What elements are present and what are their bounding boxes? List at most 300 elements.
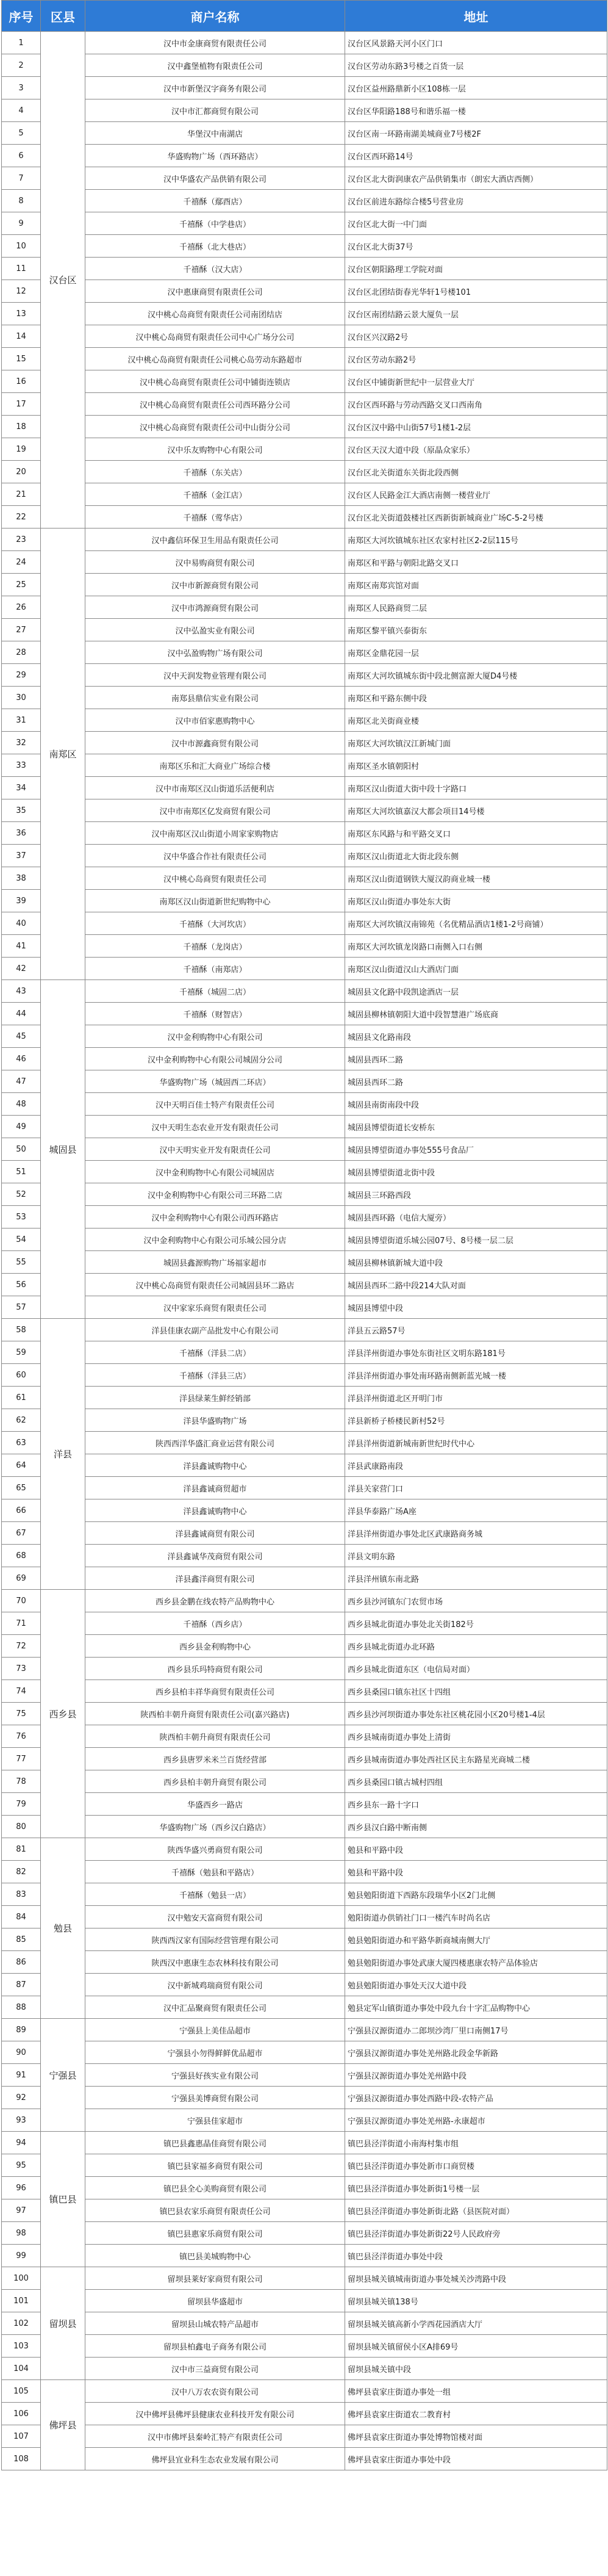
- row-index: 105: [2, 2380, 41, 2403]
- merchant-name: 汉中金利购物中心有限公司城固店: [85, 1161, 345, 1183]
- merchant-address: 西乡县汉白路中断南侧: [345, 1816, 607, 1838]
- table-row: [2, 1725, 607, 1748]
- merchant-address: 洋县文明东路: [345, 1545, 607, 1567]
- row-index: 85: [2, 1928, 41, 1951]
- merchant-table: [1, 0, 607, 2470]
- merchant-name: 华盛购物广场（西乡汉白路店）: [85, 1816, 345, 1838]
- row-index: 44: [2, 1003, 41, 1025]
- merchant-address: 汉台区风景路天河小区门口: [345, 32, 607, 54]
- merchant-address: 汉台区北关街道鼓楼社区西新街新城商业广场C-5-2号楼: [345, 506, 607, 529]
- county-cell: 勉县: [41, 1838, 85, 2019]
- row-index: 67: [2, 1522, 41, 1545]
- merchant-address: 城固县文化路南段: [345, 1025, 607, 1048]
- table-row: [2, 2154, 607, 2177]
- merchant-name: 汉中金利购物中心有限公司: [85, 1025, 345, 1048]
- merchant-address: 洋县关家营门口: [345, 1477, 607, 1499]
- merchant-name: 宁强县佳家超市: [85, 2109, 345, 2132]
- row-index: 84: [2, 1906, 41, 1928]
- row-index: 41: [2, 935, 41, 958]
- merchant-address: 镇巴县泾洋街道办事处新市口商贸楼: [345, 2154, 607, 2177]
- merchant-address: 勉阳街道办供销社门口一楼汽车时尚名店: [345, 1906, 607, 1928]
- merchant-address: 汉台区劳动东路2号: [345, 348, 607, 370]
- row-index: 68: [2, 1545, 41, 1567]
- row-index: 89: [2, 2019, 41, 2041]
- county-cell: 南郑区: [41, 529, 85, 980]
- table-row: [2, 1319, 607, 1341]
- merchant-name: 千禧酥（南郑店）: [85, 958, 345, 980]
- row-index: 21: [2, 483, 41, 506]
- merchant-address: 南郑区汉山街道大街中段十字路口: [345, 777, 607, 799]
- merchant-address: 汉台区兴汉路2号: [345, 325, 607, 348]
- row-index: 62: [2, 1409, 41, 1432]
- merchant-address: 城固县博望街道北街中段: [345, 1161, 607, 1183]
- merchant-address: 城固县西环路（电信大厦旁）: [345, 1206, 607, 1228]
- table-row: [2, 619, 607, 641]
- row-index: 14: [2, 325, 41, 348]
- row-index: 15: [2, 348, 41, 370]
- merchant-address: 西乡县桑园口镇东社区十四组: [345, 1680, 607, 1703]
- row-index: 18: [2, 416, 41, 438]
- row-index: 16: [2, 370, 41, 393]
- table-row: [2, 190, 607, 212]
- table-row: [2, 2109, 607, 2132]
- merchant-address: 南郑区大河坎镇城东街中段北侧富源大厦D4号楼: [345, 664, 607, 687]
- row-index: 64: [2, 1454, 41, 1477]
- table-row: [2, 1341, 607, 1364]
- table-row: [2, 1138, 607, 1161]
- table-row: [2, 664, 607, 687]
- merchant-name: 汉中桃心岛商贸有限责任公司中心广场分公司: [85, 325, 345, 348]
- row-index: 65: [2, 1477, 41, 1499]
- table-row: [2, 1454, 607, 1477]
- merchant-name: 千禧酥（洋县二店）: [85, 1341, 345, 1364]
- table-row: [2, 845, 607, 867]
- merchant-address: 洋县洋州街道办事处南环路南侧新蓝光城一楼: [345, 1364, 607, 1387]
- row-index: 36: [2, 822, 41, 845]
- merchant-name: 汉中金利购物中心有限公司乐城公园分店: [85, 1228, 345, 1251]
- merchant-name: 洋县鑫诚商贸有限公司: [85, 1522, 345, 1545]
- row-index: 8: [2, 190, 41, 212]
- row-index: 56: [2, 1274, 41, 1296]
- table-row: [2, 2448, 607, 2470]
- row-index: 59: [2, 1341, 41, 1364]
- row-index: 101: [2, 2290, 41, 2312]
- table-body: [2, 32, 607, 2470]
- row-index: 39: [2, 890, 41, 912]
- merchant-name: 汉中佛坪县佛坪县健康农业科技开发有限公司: [85, 2403, 345, 2425]
- merchant-name: 汉中惠康商贸有限责任公司: [85, 280, 345, 303]
- table-row: [2, 2380, 607, 2403]
- merchant-name: 西乡县乐玛特商贸有限公司: [85, 1658, 345, 1680]
- table-row: [2, 438, 607, 461]
- merchant-address: 汉台区西环路与劳动西路交叉口西南角: [345, 393, 607, 416]
- merchant-name: 汉中勉安天富商贸有限公司: [85, 1906, 345, 1928]
- merchant-name: 陕西柏丰朝升商贸有限责任公司: [85, 1725, 345, 1748]
- table-row: [2, 77, 607, 99]
- row-index: 72: [2, 1635, 41, 1658]
- table-header-row: [2, 1, 607, 32]
- table-row: [2, 1658, 607, 1680]
- merchant-name: 汉中乐友购物中心有限公司: [85, 438, 345, 461]
- merchant-address: 汉台区人民路金江大酒店南侧一楼营业厅: [345, 483, 607, 506]
- row-index: 23: [2, 529, 41, 551]
- row-index: 34: [2, 777, 41, 799]
- table-row: [2, 822, 607, 845]
- table-row: [2, 1364, 607, 1387]
- merchant-address: 南郑区南郑宾馆对面: [345, 574, 607, 596]
- table-row: [2, 1635, 607, 1658]
- row-index: 38: [2, 867, 41, 890]
- header-index: 序号: [2, 1, 41, 32]
- merchant-address: 汉台区益州路鼎新小区108栋一层: [345, 77, 607, 99]
- merchant-address: 南郑区圣水镇朝阳村: [345, 754, 607, 777]
- merchant-name: 洋县鑫洋商贸有限公司: [85, 1567, 345, 1590]
- merchant-address: 宁强县汉源街道办事处羌州路中段: [345, 2064, 607, 2087]
- merchant-name: 汉中弘盈购物广场有限公司: [85, 641, 345, 664]
- merchant-name: 汉中桃心岛商贸有限责任公司西环路分公司: [85, 393, 345, 416]
- row-index: 30: [2, 687, 41, 709]
- table-row: [2, 574, 607, 596]
- row-index: 17: [2, 393, 41, 416]
- table-row: [2, 1161, 607, 1183]
- row-index: 3: [2, 77, 41, 99]
- table-row: [2, 1861, 607, 1883]
- merchant-name: 华盛购物广场（西环路店）: [85, 145, 345, 167]
- table-row: [2, 2222, 607, 2245]
- merchant-address: 南郑区和平路东侧中段: [345, 687, 607, 709]
- merchant-address: 汉台区朝阳路理工学院对面: [345, 258, 607, 280]
- merchant-name: 陕西柏丰朝升商贸有限责任公司(嘉兴路店): [85, 1703, 345, 1725]
- table-row: [2, 1296, 607, 1319]
- table-row: [2, 1206, 607, 1228]
- row-index: 6: [2, 145, 41, 167]
- table-row: [2, 867, 607, 890]
- merchant-name: 汉中弘盈实业有限公司: [85, 619, 345, 641]
- table-row: [2, 1387, 607, 1409]
- merchant-name: 千禧酥（汉大店）: [85, 258, 345, 280]
- merchant-name: 华盛购物广场（城固西二环店）: [85, 1070, 345, 1093]
- merchant-name: 汉中天润发物业管理有限公司: [85, 664, 345, 687]
- row-index: 2: [2, 54, 41, 77]
- merchant-name: 汉中市南郑区亿发商贸有限公司: [85, 799, 345, 822]
- merchant-address: 汉台区北大街润康农产品供销集市（朗宏大酒店西侧）: [345, 167, 607, 190]
- merchant-name: 千禧酥（洋县三店）: [85, 1364, 345, 1387]
- table-row: [2, 370, 607, 393]
- merchant-name: 陕西汉中惠康生态农林科技有限公司: [85, 1951, 345, 1974]
- row-index: 37: [2, 845, 41, 867]
- merchant-name: 留坝县柏鑫电子商务有限公司: [85, 2335, 345, 2358]
- merchant-name: 汉中华盛农产品供销有限公司: [85, 167, 345, 190]
- table-row: [2, 1251, 607, 1274]
- merchant-address: 西乡县东一路十字口: [345, 1793, 607, 1816]
- row-index: 90: [2, 2041, 41, 2064]
- merchant-address: 城固县柳林镇朝阳大道中段智慧港广场底商: [345, 1003, 607, 1025]
- merchant-name: 汉中家家乐商贸有限责任公司: [85, 1296, 345, 1319]
- merchant-name: 洋县绿莱生鲜经销部: [85, 1387, 345, 1409]
- merchant-address: 留坝县城关镇留侯小区A排69号: [345, 2335, 607, 2358]
- table-row: [2, 2019, 607, 2041]
- merchant-name: 南郑县鼎信实业有限公司: [85, 687, 345, 709]
- row-index: 92: [2, 2087, 41, 2109]
- merchant-name: 洋县华盛购物广场: [85, 1409, 345, 1432]
- merchant-address: 汉台区华阳路188号和谐乐福一楼: [345, 99, 607, 122]
- merchant-address: 城固县南街南段中段: [345, 1093, 607, 1116]
- row-index: 93: [2, 2109, 41, 2132]
- table-row: [2, 551, 607, 574]
- merchant-address: 南郑区汉山街道汉山大酒店门面: [345, 958, 607, 980]
- merchant-address: 南郑区汉山街道办事处东大街: [345, 890, 607, 912]
- merchant-address: 汉台区汉中路中山街57号1楼1-2层: [345, 416, 607, 438]
- row-index: 58: [2, 1319, 41, 1341]
- table-row: [2, 799, 607, 822]
- table-row: [2, 393, 607, 416]
- table-row: [2, 54, 607, 77]
- table-row: [2, 890, 607, 912]
- merchant-name: 汉中市佛坪县秦岭汇特产有限责任公司: [85, 2425, 345, 2448]
- row-index: 96: [2, 2177, 41, 2199]
- merchant-name: 洋县鑫诚购物中心: [85, 1454, 345, 1477]
- merchant-address: 洋县洋州街道办事处北区武康路商务城: [345, 1522, 607, 1545]
- table-row: [2, 2132, 607, 2154]
- merchant-address: 城固县博望街道长安桥东: [345, 1116, 607, 1138]
- table-row: [2, 1883, 607, 1906]
- county-cell: 留坝县: [41, 2267, 85, 2380]
- row-index: 11: [2, 258, 41, 280]
- table-row: [2, 1522, 607, 1545]
- row-index: 80: [2, 1816, 41, 1838]
- row-index: 33: [2, 754, 41, 777]
- table-row: [2, 235, 607, 258]
- table-row: [2, 99, 607, 122]
- row-index: 108: [2, 2448, 41, 2470]
- merchant-address: 城固县西环二路中段214大队对面: [345, 1274, 607, 1296]
- table-row: [2, 2177, 607, 2199]
- merchant-address: 宁强县汉源街道办二郎坝沙湾厂里口南侧17号: [345, 2019, 607, 2041]
- merchant-address: 宁强县汉源街道办事处羌州路北段金华新路: [345, 2041, 607, 2064]
- county-cell: 佛坪县: [41, 2380, 85, 2470]
- table-row: [2, 1770, 607, 1793]
- table-row: [2, 348, 607, 370]
- table-row: [2, 2267, 607, 2290]
- table-row: [2, 258, 607, 280]
- header-merchant: 商户名称: [85, 1, 345, 32]
- merchant-address: 洋县洋州镇东南北路: [345, 1567, 607, 1590]
- merchant-name: 南郑区乐和汇大商业广场综合楼: [85, 754, 345, 777]
- merchant-name: 汉中新城鸡瑞商贸有限公司: [85, 1974, 345, 1996]
- merchant-address: 汉台区北团结街春光华轩1号楼101: [345, 280, 607, 303]
- row-index: 53: [2, 1206, 41, 1228]
- row-index: 99: [2, 2245, 41, 2267]
- merchant-name: 留坝县山城农特产品超市: [85, 2312, 345, 2335]
- merchant-name: 汉中市新源商贸有限公司: [85, 574, 345, 596]
- county-cell: 西乡县: [41, 1590, 85, 1838]
- table-row: [2, 1116, 607, 1138]
- row-index: 20: [2, 461, 41, 483]
- merchant-name: 洋县佳康农副产品批发中心有限公司: [85, 1319, 345, 1341]
- merchant-name: 汉中市金康商贸有限责任公司: [85, 32, 345, 54]
- merchant-address: 南郑区大河坎镇嘉汉大都会项目14号楼: [345, 799, 607, 822]
- merchant-name: 镇巴县全心美购商贸有限公司: [85, 2177, 345, 2199]
- table-row: [2, 1748, 607, 1770]
- table-row: [2, 709, 607, 732]
- header-county: 区县: [41, 1, 85, 32]
- merchant-address: 城固县文化路中段凯途酒店一层: [345, 980, 607, 1003]
- row-index: 19: [2, 438, 41, 461]
- merchant-name: 汉中八万农农资有限公司: [85, 2380, 345, 2403]
- row-index: 47: [2, 1070, 41, 1093]
- table-row: [2, 212, 607, 235]
- merchant-address: 洋县五云路57号: [345, 1319, 607, 1341]
- merchant-name: 镇巴县惠家乐商贸有限公司: [85, 2222, 345, 2245]
- merchant-address: 留坝县城关镇城南街道办事处城关沙湾路中段: [345, 2267, 607, 2290]
- table-row: [2, 2245, 607, 2267]
- merchant-address: 城固县柳林镇新城大道中段: [345, 1251, 607, 1274]
- merchant-address: 勉县定军山镇街道办事处中段九台十字汇品购物中心: [345, 1996, 607, 2019]
- table-row: [2, 1477, 607, 1499]
- table-row: [2, 1048, 607, 1070]
- row-index: 94: [2, 2132, 41, 2154]
- merchant-address: 南郑区东风路与和平路交叉口: [345, 822, 607, 845]
- table-row: [2, 687, 607, 709]
- table-row: [2, 1228, 607, 1251]
- county-cell: 城固县: [41, 980, 85, 1319]
- merchant-name: 汉中金利购物中心有限公司城固分公司: [85, 1048, 345, 1070]
- merchant-name: 汉中市鸿源商贸有限公司: [85, 596, 345, 619]
- merchant-address: 城固县博望街道乐城公园07号、8号楼一层二层: [345, 1228, 607, 1251]
- merchant-address: 勉县勉阳街道下西路东段瑞华小区2门北侧: [345, 1883, 607, 1906]
- merchant-name: 汉中桃心岛商贸有限责任公司: [85, 867, 345, 890]
- row-index: 100: [2, 2267, 41, 2290]
- table-row: [2, 912, 607, 935]
- row-index: 4: [2, 99, 41, 122]
- county-cell: 汉台区: [41, 32, 85, 529]
- merchant-name: 汉中市三益商贸有限公司: [85, 2358, 345, 2380]
- row-index: 28: [2, 641, 41, 664]
- table-row: [2, 2064, 607, 2087]
- row-index: 5: [2, 122, 41, 145]
- county-cell: 洋县: [41, 1319, 85, 1590]
- table-row: [2, 1680, 607, 1703]
- row-index: 43: [2, 980, 41, 1003]
- table-row: [2, 1996, 607, 2019]
- merchant-address: 汉台区北关街道东关街北段西侧: [345, 461, 607, 483]
- table-row: [2, 935, 607, 958]
- merchant-name: 千禧酥（勉县和平路店）: [85, 1861, 345, 1883]
- merchant-address: 城固县西环二路: [345, 1070, 607, 1093]
- table-row: [2, 122, 607, 145]
- table-row: [2, 732, 607, 754]
- merchant-name: 汉中市佰家惠购物中心: [85, 709, 345, 732]
- merchant-name: 千禧酥（城固二店）: [85, 980, 345, 1003]
- merchant-address: 汉台区劳动东路3号楼之百货一层: [345, 54, 607, 77]
- row-index: 29: [2, 664, 41, 687]
- table-row: [2, 167, 607, 190]
- merchant-address: 佛坪县袁家庄街道办事处博物馆楼对面: [345, 2425, 607, 2448]
- row-index: 79: [2, 1793, 41, 1816]
- merchant-name: 千禧酥（财智店）: [85, 1003, 345, 1025]
- merchant-name: 千禧酥（龙岗店）: [85, 935, 345, 958]
- merchant-name: 千禧酥（莺华店）: [85, 506, 345, 529]
- merchant-address: 洋县新桥子桥楼民新村52号: [345, 1409, 607, 1432]
- row-index: 52: [2, 1183, 41, 1206]
- table-row: [2, 1545, 607, 1567]
- table-row: [2, 1003, 607, 1025]
- table-row: [2, 1590, 607, 1612]
- table-row: [2, 2425, 607, 2448]
- merchant-name: 汉中金利购物中心有限公司三环路二店: [85, 1183, 345, 1206]
- row-index: 107: [2, 2425, 41, 2448]
- merchant-address: 南郑区大河坎镇汉江新城门面: [345, 732, 607, 754]
- table-row: [2, 2335, 607, 2358]
- merchant-address: 宁强县汉源街道办事处西路中段-农特产品: [345, 2087, 607, 2109]
- merchant-address: 西乡县城北街道东区（电信局对面）: [345, 1658, 607, 1680]
- merchant-name: 千禧酥（中学巷店）: [85, 212, 345, 235]
- merchant-name: 千禧酥（西乡店）: [85, 1612, 345, 1635]
- row-index: 25: [2, 574, 41, 596]
- row-index: 55: [2, 1251, 41, 1274]
- row-index: 49: [2, 1116, 41, 1138]
- merchant-address: 南郑区大河坎镇城东社区农家村社区2-2层115号: [345, 529, 607, 551]
- row-index: 50: [2, 1138, 41, 1161]
- merchant-name: 汉中市汇都商贸有限公司: [85, 99, 345, 122]
- merchant-name: 西乡县金利购物中心: [85, 1635, 345, 1658]
- table-row: [2, 596, 607, 619]
- merchant-name: 汉中南郑区汉山街道小周家家购物店: [85, 822, 345, 845]
- merchant-name: 宁强县美博商贸有限公司: [85, 2087, 345, 2109]
- merchant-name: 佛坪县宜业科生态农业发展有限公司: [85, 2448, 345, 2470]
- merchant-name: 千禧酥（鄢酉店）: [85, 190, 345, 212]
- table-row: [2, 2087, 607, 2109]
- merchant-address: 汉台区南团结路云景大厦负一层: [345, 303, 607, 325]
- row-index: 9: [2, 212, 41, 235]
- table-row: [2, 303, 607, 325]
- table-row: [2, 2358, 607, 2380]
- merchant-address: 汉台区前进东路综合楼5号营业房: [345, 190, 607, 212]
- row-index: 46: [2, 1048, 41, 1070]
- merchant-address: 南郑区人民路商贸二层: [345, 596, 607, 619]
- row-index: 24: [2, 551, 41, 574]
- row-index: 35: [2, 799, 41, 822]
- merchant-address: 镇巴县泾洋街道办事处新街22号人民政府旁: [345, 2222, 607, 2245]
- merchant-address: 城固县博望中段: [345, 1296, 607, 1319]
- merchant-name: 汉中易购商贸有限公司: [85, 551, 345, 574]
- merchant-address: 镇巴县泾洋街道小南海村集市组: [345, 2132, 607, 2154]
- table-row: [2, 2403, 607, 2425]
- table-row: [2, 1070, 607, 1093]
- merchant-address: 洋县洋州街道办事处东街社区文明东路181号: [345, 1341, 607, 1364]
- county-cell: 宁强县: [41, 2019, 85, 2132]
- table-row: [2, 641, 607, 664]
- merchant-name: 洋县鑫诚华茂商贸有限公司: [85, 1545, 345, 1567]
- merchant-address: 西乡县城北街道办事处北关街182号: [345, 1612, 607, 1635]
- table-row: [2, 1183, 607, 1206]
- row-index: 102: [2, 2312, 41, 2335]
- row-index: 83: [2, 1883, 41, 1906]
- merchant-name: 镇巴县鑫惠晶佳商贸有限公司: [85, 2132, 345, 2154]
- merchant-address: 洋县华泰路广场A座: [345, 1499, 607, 1522]
- table-row: [2, 529, 607, 551]
- merchant-name: 宁强县好孩实业有限公司: [85, 2064, 345, 2087]
- row-index: 13: [2, 303, 41, 325]
- merchant-address: 留坝县城关镇高新小学西花园酒店大厅: [345, 2312, 607, 2335]
- table-row: [2, 1974, 607, 1996]
- merchant-address: 西乡县城南街道办事处西社区民主东路星光商城二楼: [345, 1748, 607, 1770]
- merchant-name: 汉中天明实业开发有限责任公司: [85, 1138, 345, 1161]
- row-index: 45: [2, 1025, 41, 1048]
- table-row: [2, 1951, 607, 1974]
- row-index: 86: [2, 1951, 41, 1974]
- merchant-address: 西乡县沙河坝街道办事处东社区桃花园小区20号楼1-4层: [345, 1703, 607, 1725]
